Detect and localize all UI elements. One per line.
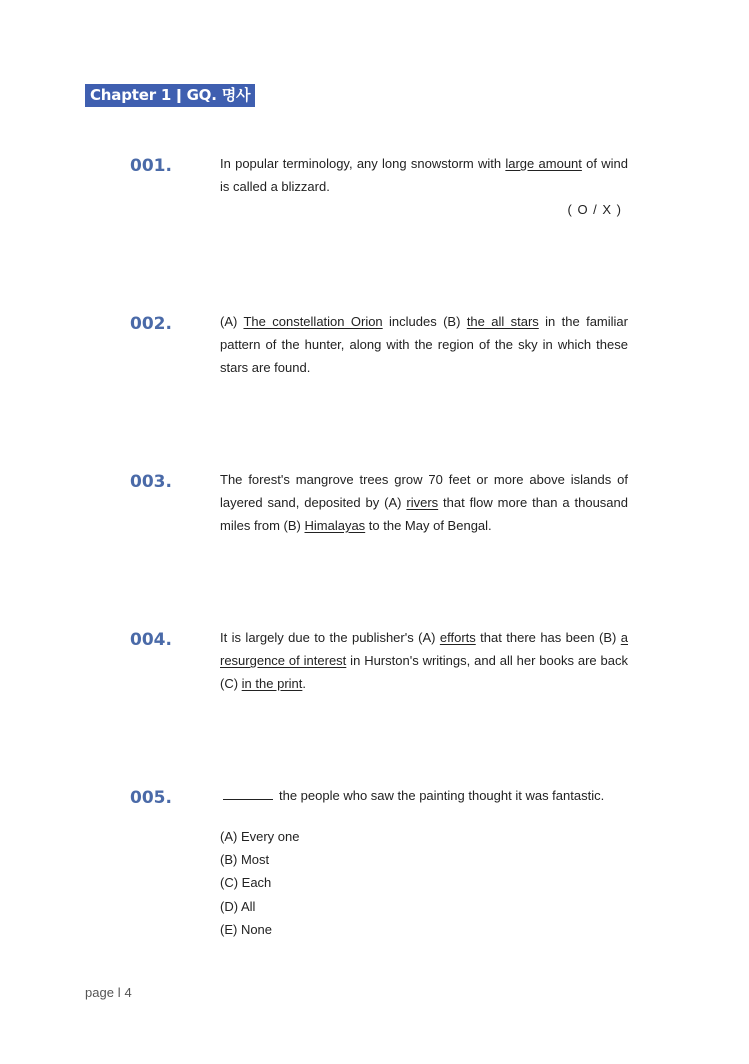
- question-text: [220, 468, 628, 537]
- question-text: [220, 310, 628, 379]
- ox-answer-choice: ( O / X ): [567, 202, 622, 217]
- option-c: (C) Each: [220, 875, 272, 891]
- question-number: 005.: [130, 788, 172, 808]
- text-segment: includes (B): [382, 314, 467, 329]
- text-segment: .: [302, 676, 306, 691]
- answer-blank: [223, 787, 273, 800]
- text-segment: in the familiar pattern of the hunter, along with the region of the sky in which these stars are found.: [220, 314, 628, 375]
- text-segment: to the May of Bengal.: [365, 518, 492, 533]
- underlined-phrase-a: The constellation Orion: [243, 314, 383, 329]
- option-a: (A) Every one: [220, 829, 300, 844]
- question-text: [220, 152, 628, 221]
- text-segment: The forest's mangrove trees grow 70 feet or more above islands of layered sand, deposited by (A): [220, 472, 628, 510]
- page-number: page ǀ 4: [85, 985, 132, 1000]
- underlined-phrase-b: the all stars: [466, 314, 539, 329]
- underlined-phrase-c: in the print: [241, 676, 303, 691]
- text-segment: that there has been (B): [475, 630, 621, 645]
- chapter-title: Chapter 1 ǀ GQ. 명사: [85, 84, 255, 107]
- text-segment: (A): [220, 314, 244, 329]
- underlined-phrase: large amount: [505, 156, 582, 171]
- question-number: 002.: [130, 314, 172, 334]
- question-text: [220, 626, 628, 695]
- text-segment: in Hurston's writings, and all her books are back (C): [220, 653, 629, 691]
- text-segment: In popular terminology, any long snowstorm with: [220, 156, 506, 171]
- question-text: [220, 784, 628, 941]
- question-number: 004.: [130, 630, 172, 650]
- answer-options: [220, 825, 628, 941]
- underlined-phrase-b: a resurgence of interest: [220, 630, 628, 668]
- text-segment: that flow more than a thousand miles from (B): [220, 495, 628, 533]
- underlined-phrase-a: rivers: [406, 495, 439, 510]
- underlined-phrase-b: Himalayas: [304, 518, 366, 533]
- option-e: (E) None: [220, 921, 273, 937]
- option-d: (D) All: [220, 898, 256, 914]
- option-b: (B) Most: [220, 852, 270, 868]
- question-number: 001.: [130, 156, 172, 176]
- question-number: 003.: [130, 472, 172, 492]
- text-segment: It is largely due to the publisher's (A): [220, 630, 440, 645]
- text-segment: of wind is called a blizzard.: [220, 156, 628, 194]
- underlined-phrase-a: efforts: [439, 630, 476, 645]
- text-segment: the people who saw the painting thought it was fantastic.: [279, 788, 605, 803]
